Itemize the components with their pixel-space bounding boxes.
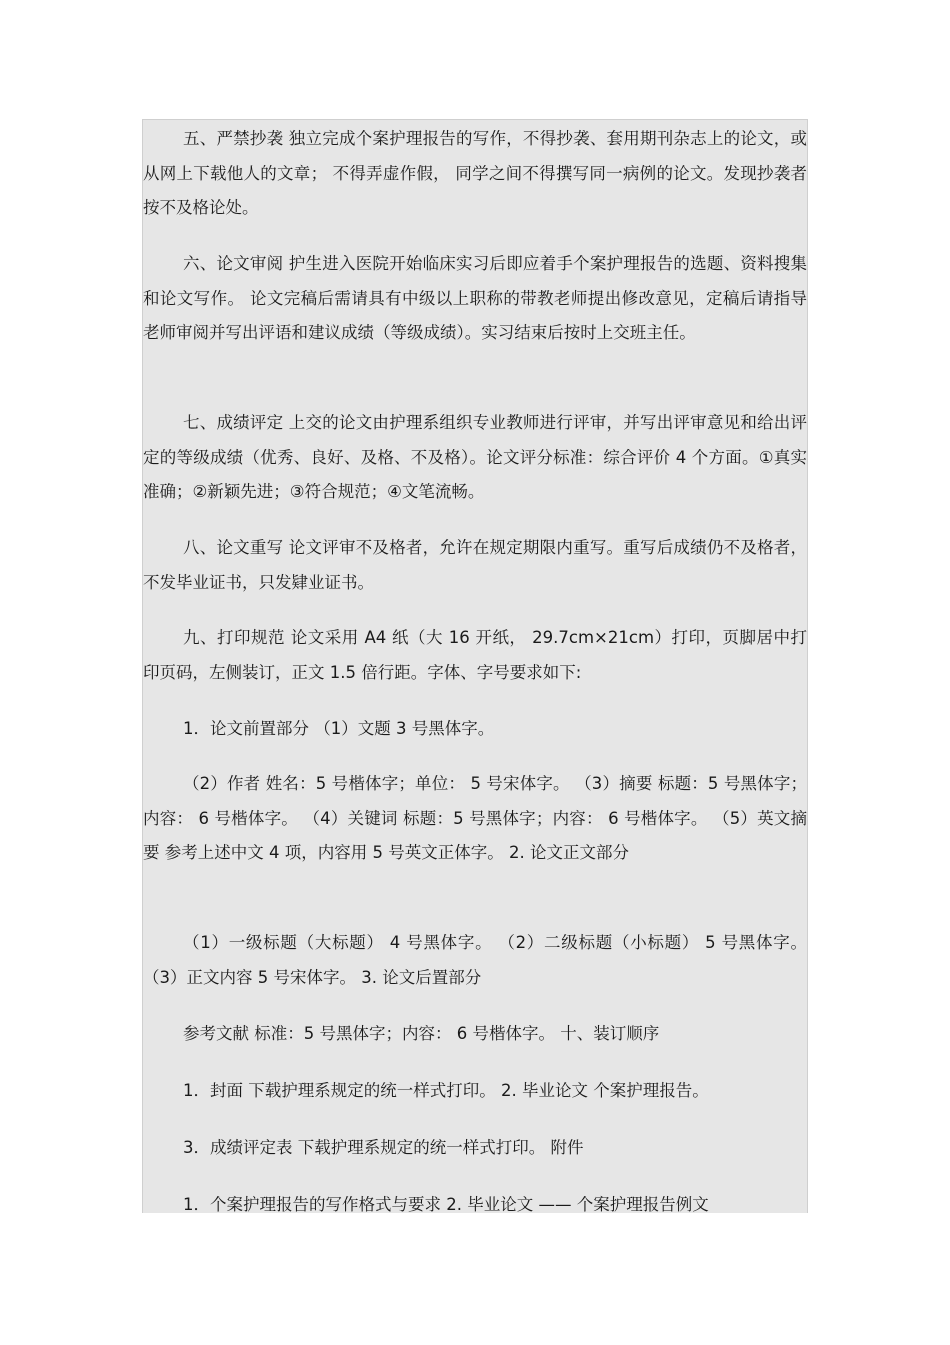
front-part-author-spec: （2）作者 姓名：5 号楷体字；单位： 5 号宋体字。 （3）摘要 标题：5 号黑体字；内容： 6 号楷体字。 （4）关键词 标题：5 号黑体字；内容： 6 号楷体字。 （5）英文摘要 参考上述中文 4 项，内容用 5 号英文正体字。 2. 论文正文部分 — [143, 774, 807, 862]
section-7-grading: 七、成绩评定 上交的论文由护理系组织专业教师进行评审，并写出评审意见和给出评定的等级成绩（优秀、良好、及格、不及格）。论文评分标准：综合评价 4 个方面。①真实准确；②新颖先进；③符合规范；④文笔流畅。 — [143, 413, 807, 501]
binding-order-line-1: 1．封面 下载护理系规定的统一样式打印。 2. 毕业论文 个案护理报告。 — [183, 1081, 709, 1100]
document-page — [142, 119, 808, 1213]
binding-order-line-2: 3．成绩评定表 下载护理系规定的统一样式打印。 附件 — [183, 1138, 584, 1157]
section-8-rewrite: 八、论文重写 论文评审不及格者，允许在规定期限内重写。重写后成绩仍不及格者，不发毕业证书，只发肄业证书。 — [143, 538, 807, 592]
section-6-review: 六、论文审阅 护生进入医院开始临床实习后即应着手个案护理报告的选题、资料搜集和论文写作。 论文完稿后需请具有中级以上职称的带教老师提出修改意见，定稿后请指导老师审阅并写出评语和建议成绩（等级成绩）。实习结束后按时上交班主任。 — [143, 254, 807, 342]
attachments-line: 1．个案护理报告的写作格式与要求 2. 毕业论文 —— 个案护理报告例文 — [183, 1195, 709, 1213]
body-heading-spec: （1）一级标题（大标题） 4 号黑体字。 （2）二级标题（小标题） 5 号黑体字。 （3）正文内容 5 号宋体字。 3. 论文后置部分 — [143, 933, 807, 987]
section-9-printing: 九、打印规范 论文采用 A4 纸（大 16 开纸， 29.7cm×21cm）打印，页脚居中打印页码，左侧装订，正文 1.5 倍行距。字体、字号要求如下: — [143, 628, 807, 682]
references-spec: 参考文献 标准：5 号黑体字；内容： 6 号楷体字。 十、装订顺序 — [183, 1024, 660, 1043]
section-5-plagiarism: 五、严禁抄袭 独立完成个案护理报告的写作，不得抄袭、套用期刊杂志上的论文，或从网上下载他人的文章； 不得弄虚作假， 同学之间不得撰写同一病例的论文。发现抄袭者按不及格论处。 — [143, 129, 807, 217]
front-part-title-spec: 1．论文前置部分 （1）文题 3 号黑体字。 — [183, 719, 495, 738]
